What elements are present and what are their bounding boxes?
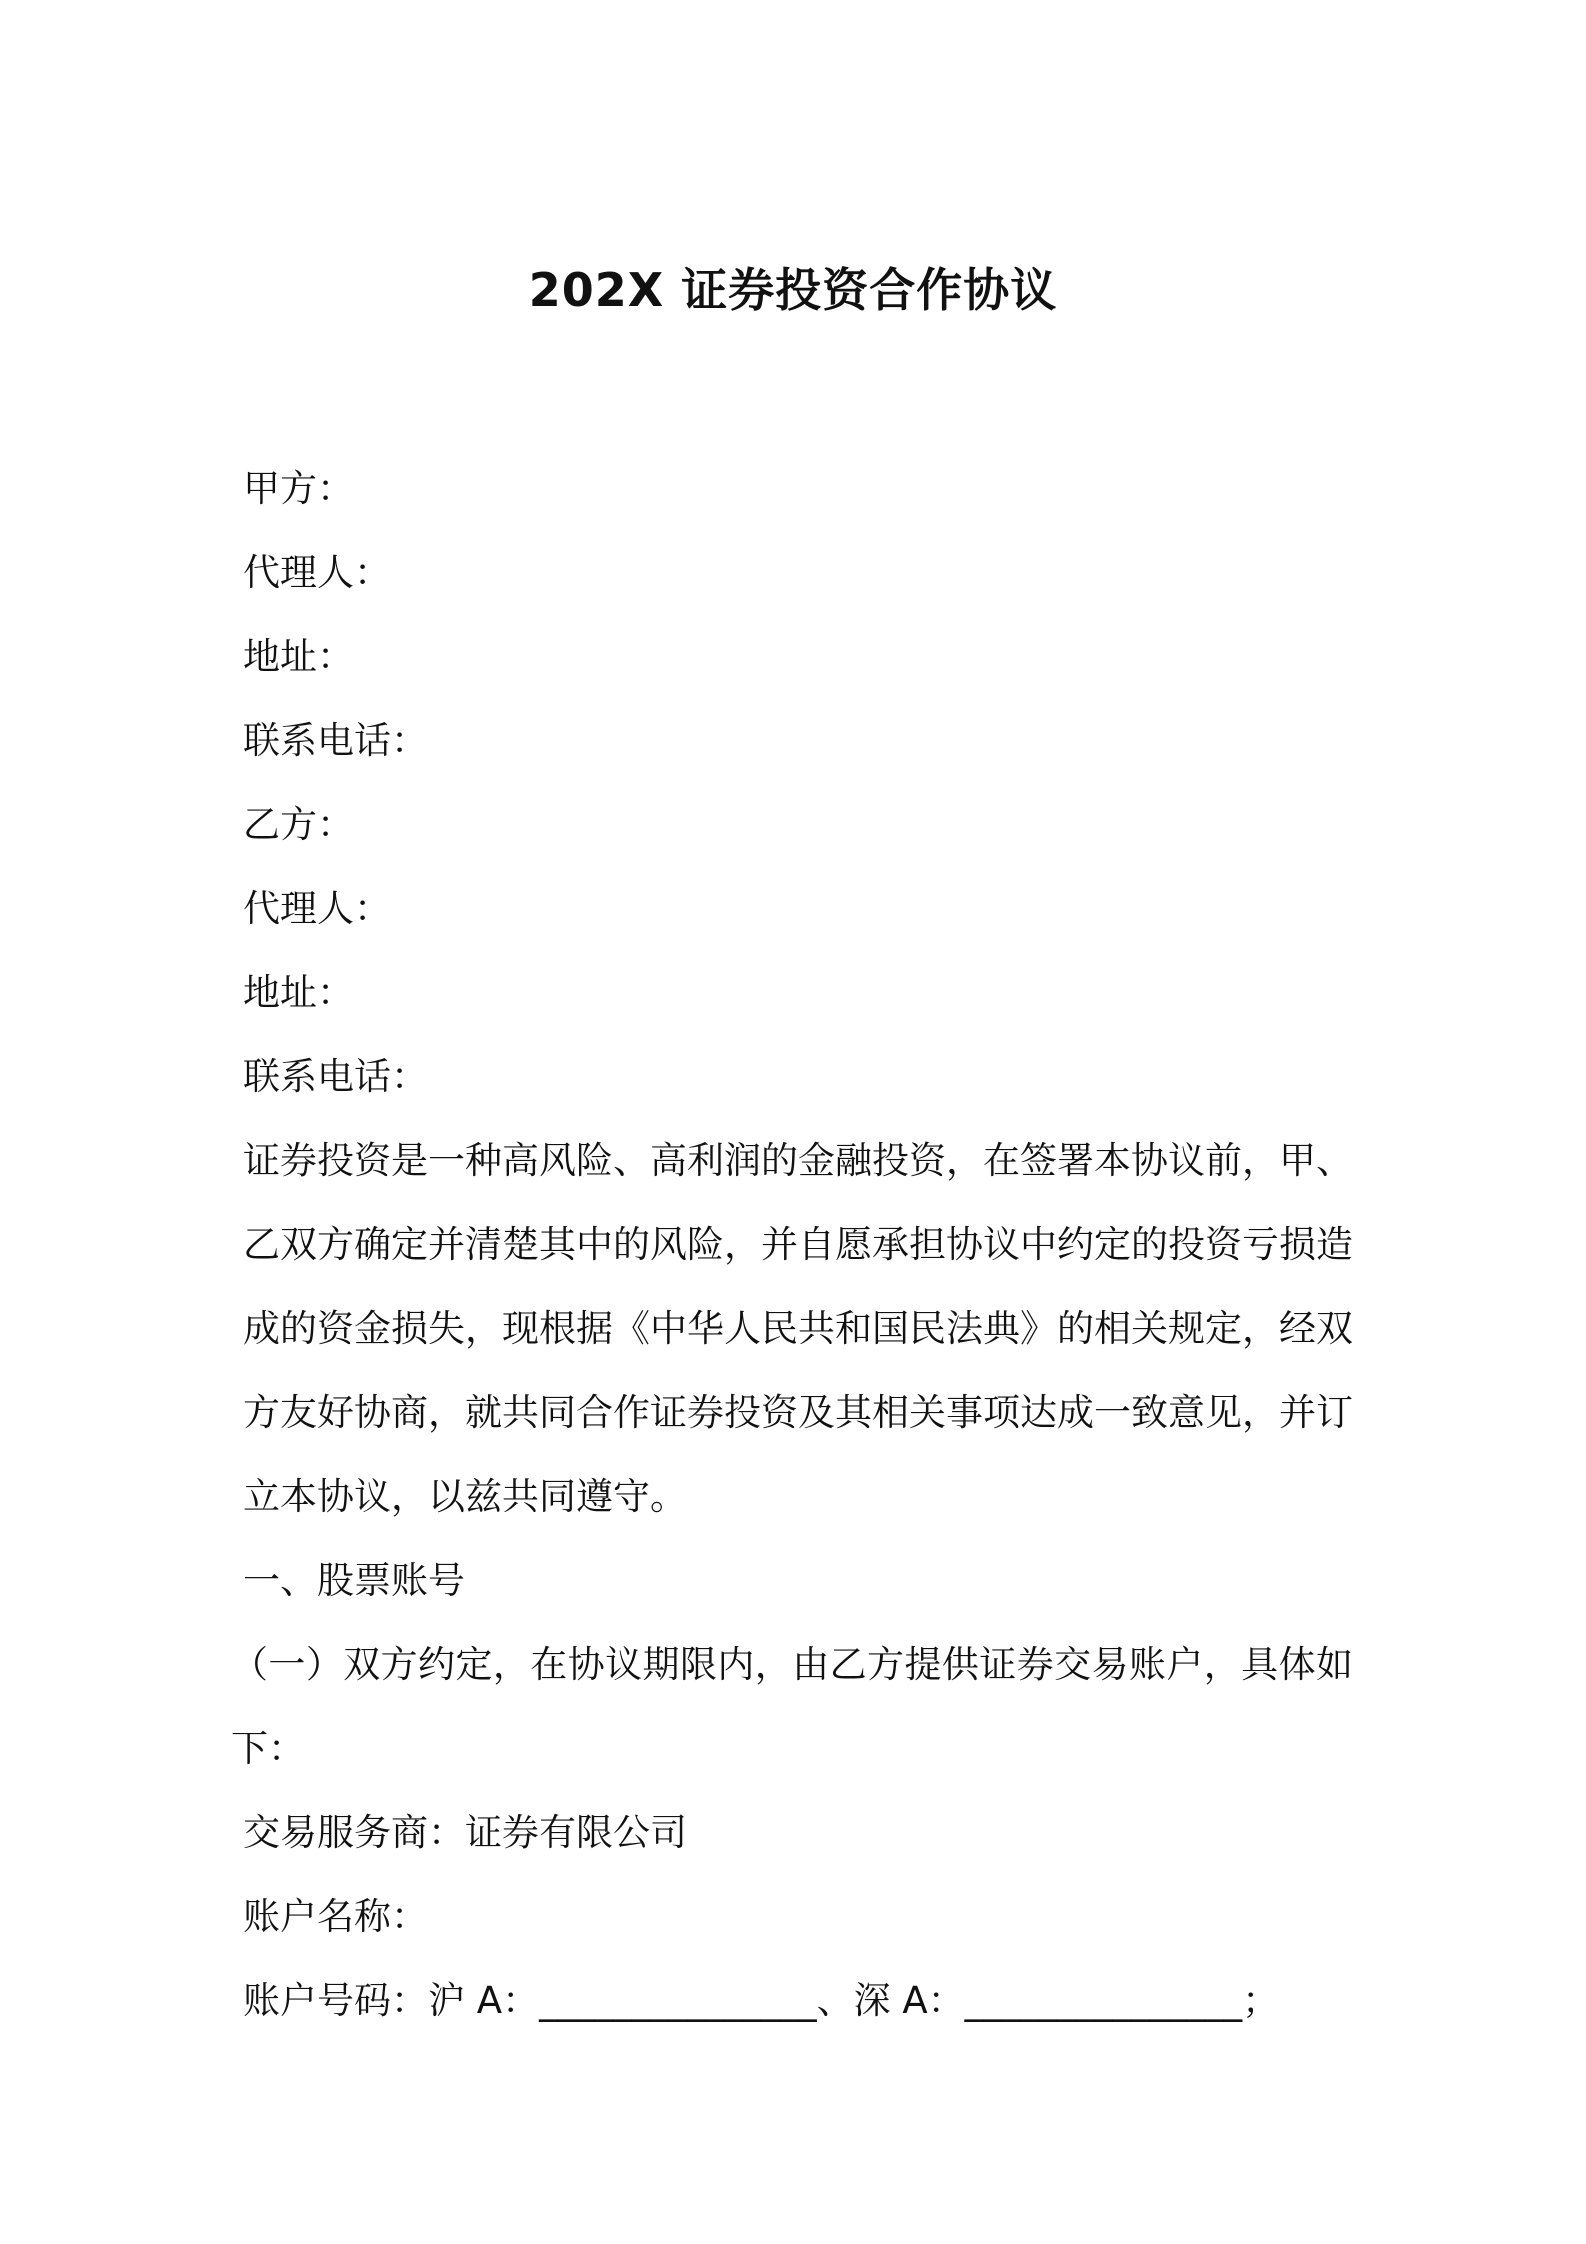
preamble-paragraph: 证券投资是一种高风险、高利润的金融投资，在签署本协议前，甲、乙双方确定并清楚其中的风险，并自愿承担协议中约定的投资亏损造成的资金损失，现根据《中华人民共和国民法典》的相关规定，经双方友好协商，就共同合作证券投资及其相关事项达成一致意见，并订立本协议，以兹共同遵守。 <box>243 1139 1353 1518</box>
section-1-heading: 一、股票账号 <box>243 1559 465 1602</box>
party-a-address: 地址： <box>243 635 354 678</box>
document-title: 202X 证券投资合作协议 <box>528 263 1058 317</box>
party-a-phone: 联系电话： <box>243 719 428 762</box>
account-number-line: 账户号码：沪 A：_______________、深 A：_______________； <box>243 1979 1280 2022</box>
party-b-phone: 联系电话： <box>243 1055 428 1098</box>
account-name-line: 账户名称： <box>243 1895 428 1938</box>
party-b-label: 乙方： <box>243 803 354 846</box>
party-a-label: 甲方： <box>243 467 354 510</box>
party-b-address: 地址： <box>243 971 354 1014</box>
section-1-clause-1: （一）双方约定，在协议期限内，由乙方提供证券交易账户，具体如下： <box>231 1643 1353 1770</box>
broker-line: 交易服务商：证券有限公司 <box>243 1811 687 1854</box>
party-a-agent: 代理人： <box>243 551 391 594</box>
document-body <box>231 447 1353 2043</box>
party-b-agent: 代理人： <box>243 887 391 930</box>
